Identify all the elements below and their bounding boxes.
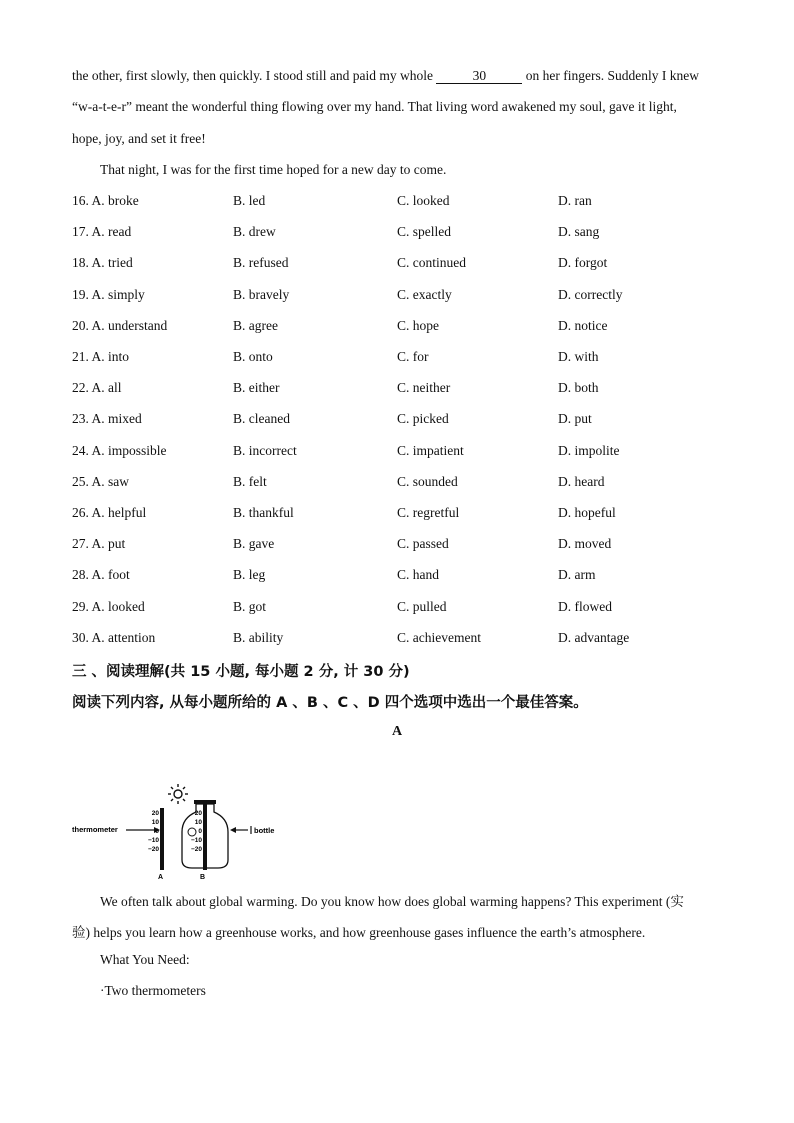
svg-text:−10: −10 [190, 837, 202, 844]
sun-icon [168, 784, 188, 804]
section-title: 三 、阅读理解(共 15 小题, 每小题 2 分, 计 30 分) [72, 664, 410, 680]
what-you-need: What You Need: [100, 952, 190, 967]
question-row: 17. A. read B. drew C. spelled D. sang [72, 224, 600, 239]
svg-text:10: 10 [194, 819, 202, 826]
blank-30: 30 [436, 69, 522, 84]
passage-line-1: the other, first slowly, then quickly. I stood still and paid my whole 30 on her fingers. Suddenly I knew [72, 68, 700, 83]
bottle-b [182, 800, 228, 881]
question-row: 22. A. all B. either C. neither D. both [72, 380, 599, 395]
passage-line-2: “w-a-t-e-r” meant the wonderful thing flowing over my hand. That living word awakened my soul, gave it light, [72, 99, 677, 114]
svg-text:−20: −20 [147, 846, 159, 853]
question-row: 29. A. looked B. got C. pulled D. flowed [72, 599, 612, 614]
svg-text:20: 20 [194, 810, 202, 817]
thermometer-a [148, 808, 164, 881]
label-a: A [158, 874, 164, 881]
passage-line-4: That night, I was for the first time hoped for a new day to come. [100, 162, 447, 177]
passage-label: A [391, 724, 403, 739]
passage-a-line-2: 验) helps you learn how a greenhouse works, and how greenhouse gases influence the earth’s atmosphere. [72, 925, 646, 940]
question-row: 30. A. attention B. ability C. achievement D. advantage [72, 630, 630, 645]
need-item-1: ·Two thermometers [100, 983, 206, 998]
question-row: 19. A. simply B. bravely C. exactly D. correctly [72, 287, 623, 302]
question-row: 20. A. understand B. agree C. hope D. notice [72, 318, 608, 333]
arrow-head-icon [230, 827, 236, 833]
question-row: 24. A. impossible B. incorrect C. impatient D. impolite [72, 443, 620, 458]
svg-text:20: 20 [151, 810, 159, 817]
question-row: 26. A. helpful B. thankful C. regretful D. hopeful [72, 505, 616, 520]
section-instruction: 阅读下列内容, 从每小题所给的 A 、B 、C 、D 四个选项中选出一个最佳答案。 [72, 695, 588, 711]
svg-text:0: 0 [155, 828, 159, 835]
svg-text:0: 0 [198, 828, 202, 835]
question-row: 18. A. tried B. refused C. continued D. forgot [72, 255, 608, 270]
question-row: 25. A. saw B. felt C. sounded D. heard [72, 474, 605, 489]
passage-line-3: hope, joy, and set it free! [72, 131, 206, 146]
svg-text:10: 10 [151, 819, 159, 826]
svg-text:−10: −10 [147, 837, 159, 844]
question-row: 28. A. foot B. leg C. hand D. arm [72, 567, 596, 582]
question-row: 21. A. into B. onto C. for D. with [72, 349, 599, 364]
experiment-figure [72, 782, 282, 882]
svg-text:−20: −20 [190, 846, 202, 853]
passage-a-line-1: We often talk about global warming. Do you know how does global warming happens? This experiment (实 [100, 894, 684, 909]
question-row: 23. A. mixed B. cleaned C. picked D. put [72, 411, 592, 426]
thermometer-label: thermometer [72, 825, 118, 834]
question-row: 27. A. put B. gave C. passed D. moved [72, 536, 612, 551]
label-b: B [200, 874, 206, 881]
question-row: 16. A. broke B. led C. looked D. ran [72, 193, 592, 208]
bottle-label: bottle [254, 826, 275, 835]
experiment-diagram [72, 782, 282, 882]
